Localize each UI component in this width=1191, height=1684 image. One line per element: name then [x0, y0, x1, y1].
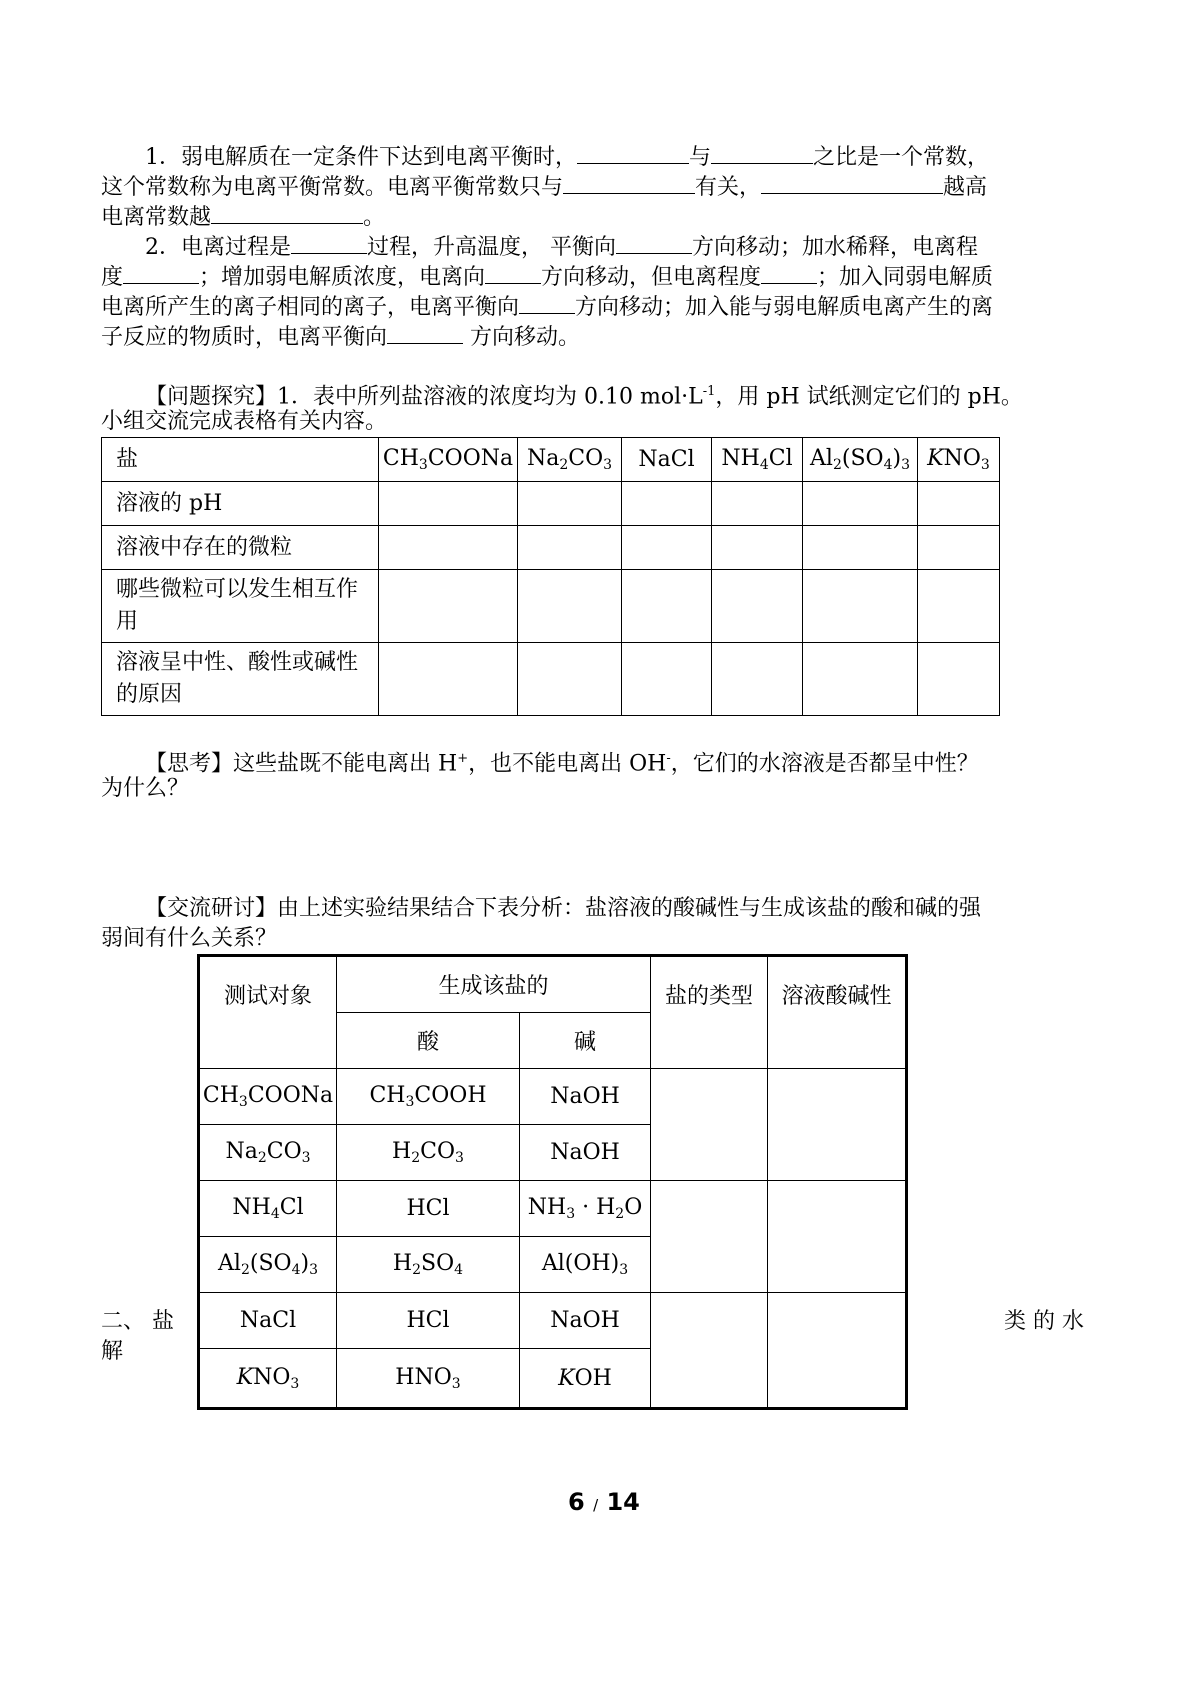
input-cell[interactable] [768, 1293, 907, 1409]
table-row [199, 1181, 907, 1237]
table-cell: HCl [337, 1181, 520, 1237]
input-cell[interactable] [379, 643, 518, 716]
input-cell[interactable] [622, 482, 712, 526]
header-cell: 溶液酸碱性 [768, 956, 907, 1069]
fill-blank[interactable] [485, 261, 541, 284]
text: 与 [689, 145, 712, 170]
fill-blank[interactable] [761, 261, 817, 284]
table-cell: $CH_3COOH$ [337, 1069, 520, 1125]
section-heading-right: 类 的 水 [1004, 1309, 1084, 1334]
input-cell[interactable] [712, 526, 803, 570]
header-cell: 盐的类型 [651, 956, 768, 1069]
header-cell: $KNO_3$ [918, 438, 1000, 482]
row-header: 溶液的 pH [102, 482, 379, 526]
table-row [102, 570, 1000, 643]
input-cell[interactable] [803, 526, 918, 570]
table-row [102, 526, 1000, 570]
header-cell: 生成该盐的 [337, 956, 651, 1013]
table-cell: $H_2SO_4$ [337, 1237, 520, 1293]
input-cell[interactable] [518, 526, 622, 570]
text: 之比是一个常数， [813, 145, 990, 170]
para2-line2 [101, 261, 993, 294]
input-cell[interactable] [622, 643, 712, 716]
section-heading-left-2: 解 [101, 1339, 124, 1364]
table-cell: $NH_3 \cdot H_2O$ [520, 1181, 651, 1237]
table-row [102, 482, 1000, 526]
row-header-line: 哪些微粒可以发生相互作 [116, 577, 359, 602]
row-header-line: 溶液呈中性、酸性或碱性 [116, 650, 359, 675]
page-current: 6 [568, 1488, 585, 1516]
text: 方向移动；加水稀释，电离程 [692, 235, 979, 260]
header-cell: 酸 [337, 1013, 520, 1069]
fill-blank[interactable] [761, 171, 943, 194]
table-cell: $HNO_3$ [337, 1349, 520, 1409]
text: 子反应的物质时，电离平衡向 [101, 325, 388, 350]
table-cell: NaCl [199, 1293, 337, 1349]
table-row [199, 1293, 907, 1349]
input-cell[interactable] [651, 1293, 768, 1409]
input-cell[interactable] [518, 482, 622, 526]
table-cell: NaOH [520, 1293, 651, 1349]
text: ；增加弱电解质浓度，电离向 [199, 265, 486, 290]
text: 。 [363, 205, 386, 230]
input-cell[interactable] [803, 482, 918, 526]
text: 方向移动。 [463, 325, 581, 350]
text: 【问题探究】1．表中所列盐溶液的浓度均为 0.10 mol·L [145, 384, 703, 410]
fill-blank[interactable] [711, 141, 813, 164]
page-total: 14 [606, 1488, 640, 1516]
input-cell[interactable] [712, 570, 803, 643]
superscript: + [457, 751, 469, 766]
fill-blank[interactable] [123, 261, 199, 284]
row-header [102, 570, 379, 643]
input-cell[interactable] [768, 1181, 907, 1293]
text: 电离常数越 [101, 205, 212, 230]
fill-blank[interactable] [211, 201, 363, 224]
text: 这个常数称为电离平衡常数。电离平衡常数只与 [101, 175, 564, 200]
input-cell[interactable] [379, 526, 518, 570]
fill-blank[interactable] [616, 231, 692, 254]
table-cell: $NH_4Cl$ [199, 1181, 337, 1237]
table-cell: $Na_2CO_3$ [199, 1125, 337, 1181]
table-cell: $CH_3COONa$ [199, 1069, 337, 1125]
table-cell: KOH [520, 1349, 651, 1409]
text: 越高 [943, 175, 988, 200]
text: 【思考】这些盐既不能电离出 H [145, 751, 458, 777]
input-cell[interactable] [918, 482, 1000, 526]
text: 电离所产生的离子相同的离子，电离平衡向 [101, 295, 520, 320]
superscript: -1 [702, 384, 716, 399]
header-cell: $CH_3COONa$ [379, 438, 518, 482]
para1-line3 [101, 201, 385, 234]
fill-blank[interactable] [387, 321, 463, 344]
input-cell[interactable] [803, 570, 918, 643]
input-cell[interactable] [518, 643, 622, 716]
row-header: 溶液中存在的微粒 [102, 526, 379, 570]
input-cell[interactable] [518, 570, 622, 643]
header-cell: 碱 [520, 1013, 651, 1069]
para1-line2 [101, 171, 987, 204]
table-header-row [102, 438, 1000, 482]
input-cell[interactable] [622, 526, 712, 570]
discuss-line1: 【交流研讨】由上述实验结果结合下表分析：盐溶液的酸碱性与生成该盐的酸和碱的强 [145, 896, 982, 921]
header-cell: 盐 [102, 438, 379, 482]
superscript: - [666, 751, 671, 766]
text: 方向移动，但电离程度 [541, 265, 762, 290]
input-cell[interactable] [803, 643, 918, 716]
table-cell: HCl [337, 1293, 520, 1349]
page-number [568, 1488, 640, 1516]
text: 1．弱电解质在一定条件下达到电离平衡时， [145, 145, 577, 170]
fill-blank[interactable] [563, 171, 695, 194]
text: ，用 pH 试纸测定它们的 pH。 [715, 384, 1023, 410]
table-cell: NaOH [520, 1069, 651, 1125]
row-header-line: 用 [116, 609, 139, 634]
table-row [102, 643, 1000, 716]
table-cell: $H_2CO_3$ [337, 1125, 520, 1181]
page-separator: / [593, 1496, 599, 1514]
text: 有关， [695, 175, 762, 200]
text: 度 [101, 265, 124, 290]
text: 2．电离过程是 [145, 235, 291, 260]
header-cell: 测试对象 [199, 956, 337, 1069]
fill-blank[interactable] [291, 231, 367, 254]
think-line1 [145, 743, 979, 780]
salt-ph-table [101, 437, 1000, 716]
header-cell: NaCl [622, 438, 712, 482]
explore-line2: 小组交流完成表格有关内容。 [101, 409, 388, 434]
fill-blank[interactable] [519, 291, 575, 314]
text: 过程，升高温度， 平衡向 [367, 235, 616, 260]
para2-line3 [101, 291, 993, 324]
text: ，它们的水溶液是否都呈中性？ [670, 751, 979, 777]
header-cell: $NH_4Cl$ [712, 438, 803, 482]
table-header-row [199, 956, 907, 1013]
para2-line1 [145, 231, 978, 264]
table-cell: $KNO_3$ [199, 1349, 337, 1409]
input-cell[interactable] [712, 643, 803, 716]
input-cell[interactable] [379, 570, 518, 643]
input-cell[interactable] [651, 1069, 768, 1181]
header-cell: $Al_2(SO_4)_3$ [803, 438, 918, 482]
header-cell: $Na_2CO_3$ [518, 438, 622, 482]
para1-line1 [145, 141, 989, 174]
input-cell[interactable] [768, 1069, 907, 1181]
input-cell[interactable] [622, 570, 712, 643]
input-cell[interactable] [918, 643, 1000, 716]
fill-blank[interactable] [577, 141, 689, 164]
section-heading-left: 二、 盐 [101, 1309, 174, 1334]
input-cell[interactable] [379, 482, 518, 526]
table-cell: $Al_2(SO_4)_3$ [199, 1237, 337, 1293]
text: ，也不能电离出 OH [468, 751, 667, 777]
text: 方向移动；加入能与弱电解质电离产生的离 [575, 295, 994, 320]
input-cell[interactable] [918, 570, 1000, 643]
input-cell[interactable] [712, 482, 803, 526]
table-row [199, 1069, 907, 1125]
salt-type-table [197, 954, 908, 1410]
input-cell[interactable] [918, 526, 1000, 570]
row-header-line: 的原因 [116, 682, 183, 707]
discuss-line2: 弱间有什么关系？ [101, 926, 278, 951]
row-header [102, 643, 379, 716]
input-cell[interactable] [651, 1181, 768, 1293]
table-cell: $Al(OH)_3$ [520, 1237, 651, 1293]
para2-line4 [101, 321, 580, 354]
text: ；加入同弱电解质 [817, 265, 994, 290]
table-cell: NaOH [520, 1125, 651, 1181]
think-line2: 为什么？ [101, 776, 190, 801]
